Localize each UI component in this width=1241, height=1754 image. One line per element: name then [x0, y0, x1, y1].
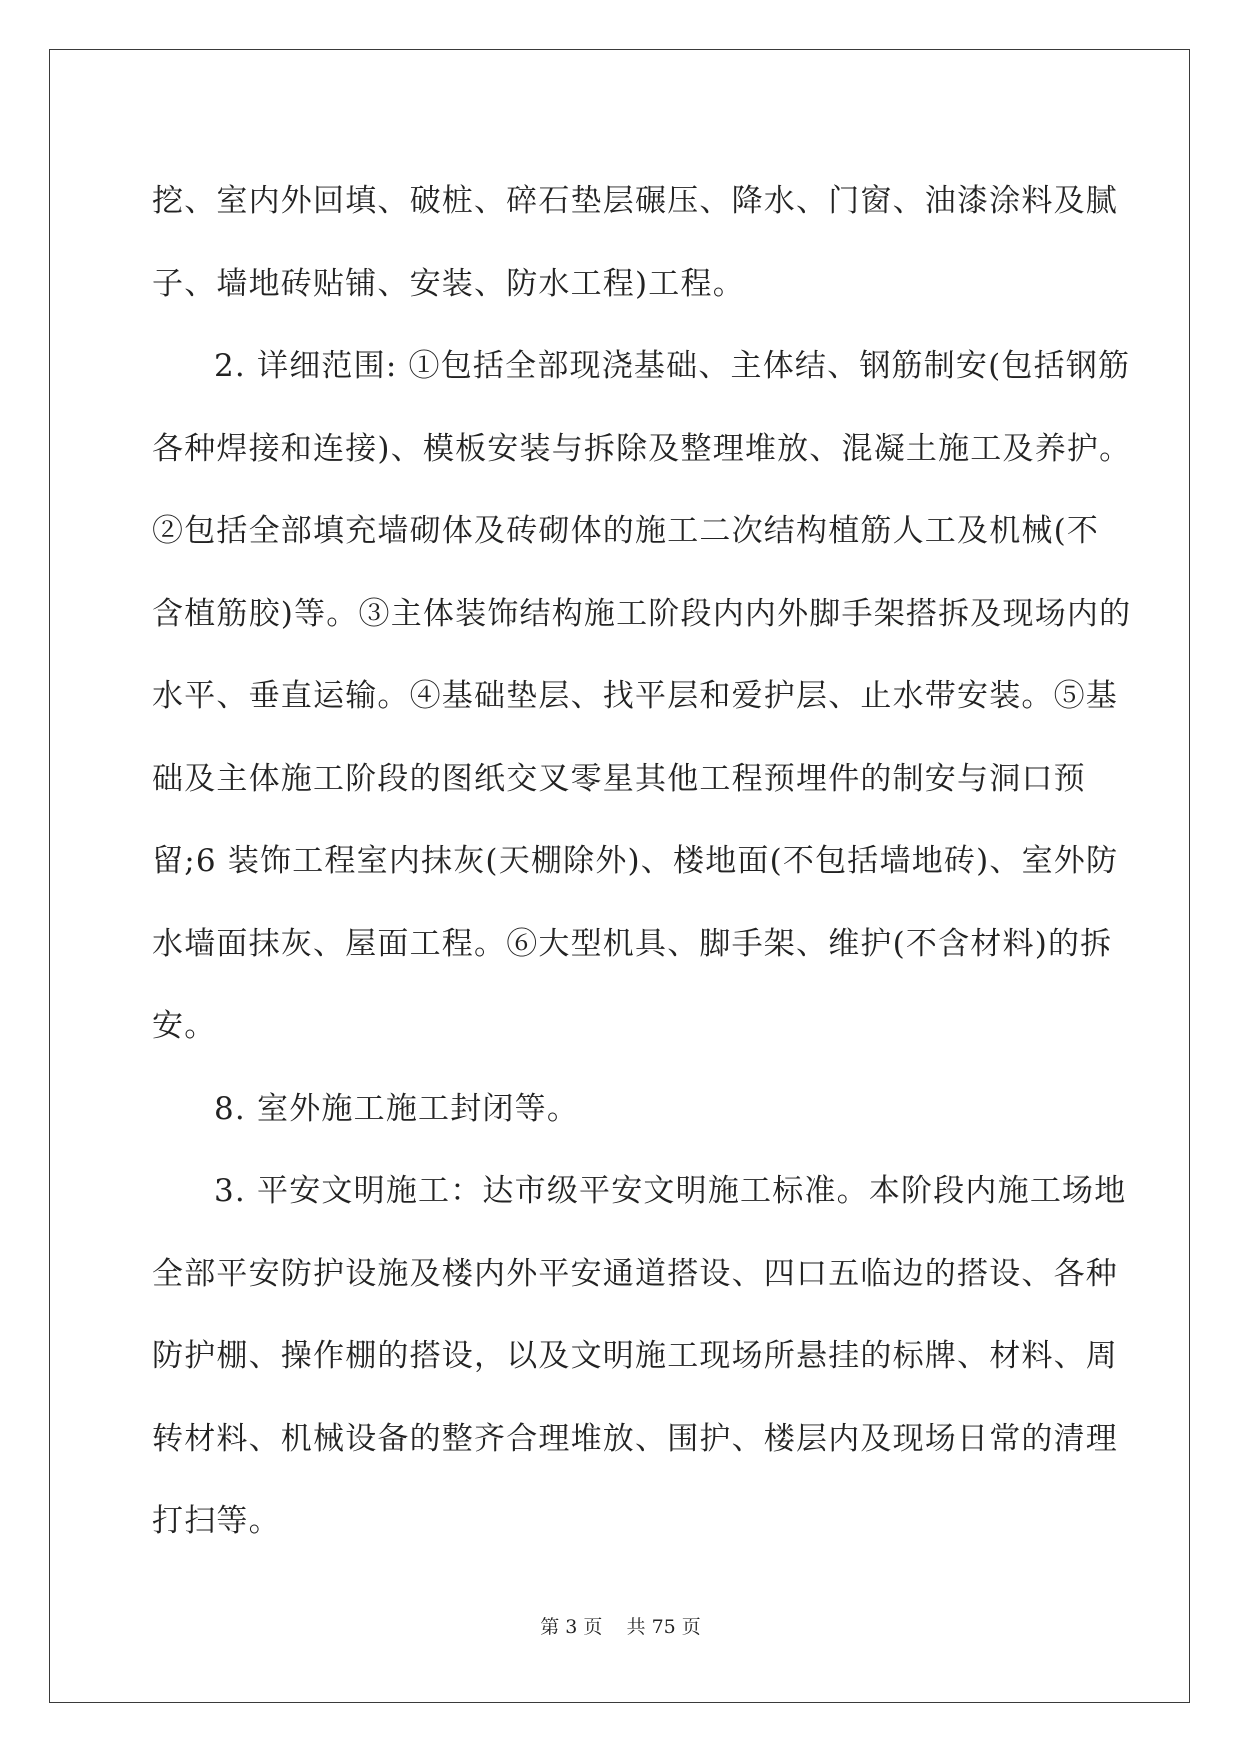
text-line: 各种焊接和连接)、模板安装与拆除及整理堆放、混凝土施工及养护。	[152, 430, 1132, 467]
text-line: 含植筋胶)等。③主体装饰结构施工阶段内内外脚手架搭拆及现场内的	[152, 595, 1132, 632]
text-line: 防护棚、操作棚的搭设，以及文明施工现场所悬挂的标牌、材料、周	[152, 1338, 1118, 1374]
text-line: ②包括全部填充墙砌体及砖砌体的施工二次结构植筋人工及机械(不	[152, 513, 1100, 549]
text-line: 留;6 装饰工程室内抹灰(天棚除外)、楼地面(不包括墙地砖)、室外防	[152, 843, 1119, 879]
paragraph-outdoor-closure	[152, 1068, 1092, 1151]
page-number: 第 3 页	[540, 1616, 603, 1638]
document-body	[152, 160, 1132, 1563]
text-line: 挖、室内外回填、破桩、碎石垫层碾压、降水、门窗、油漆涂料及腻	[152, 183, 1118, 219]
text-line: 水墙面抹灰、屋面工程。⑥大型机具、脚手架、维护(不含材料)的拆	[152, 925, 1113, 962]
text-line: 2. 详细范围: ①包括全部现浇基础、主体结、钢筋制安(包括钢筋	[214, 348, 1131, 384]
text-line: 安。	[152, 1008, 217, 1044]
text-line: 8. 室外施工施工封闭等。	[214, 1090, 580, 1127]
text-line: 转材料、机械设备的整齐合理堆放、围护、楼层内及现场日常的清理	[152, 1420, 1118, 1457]
text-line: 全部平安防护设施及楼内外平安通道搭设、四口五临边的搭设、各种	[152, 1255, 1118, 1292]
paragraph-scope-continuation	[152, 160, 1118, 325]
text-line: 础及主体施工阶段的图纸交叉零星其他工程预埋件的制安与洞口预	[152, 760, 1086, 797]
text-line: 子、墙地砖贴铺、安装、防水工程)工程。	[152, 265, 745, 302]
text-line: 打扫等。	[152, 1503, 281, 1539]
page-footer	[0, 1612, 1241, 1639]
text-line: 3. 平安文明施工：达市级平安文明施工标准。本阶段内施工场地	[214, 1173, 1127, 1209]
page-total: 共 75 页	[626, 1616, 701, 1638]
paragraph-detailed-scope	[152, 325, 1132, 1068]
paragraph-safe-civilized-construction	[152, 1150, 1127, 1563]
text-line: 水平、垂直运输。④基础垫层、找平层和爱护层、止水带安装。⑤基	[152, 678, 1118, 714]
